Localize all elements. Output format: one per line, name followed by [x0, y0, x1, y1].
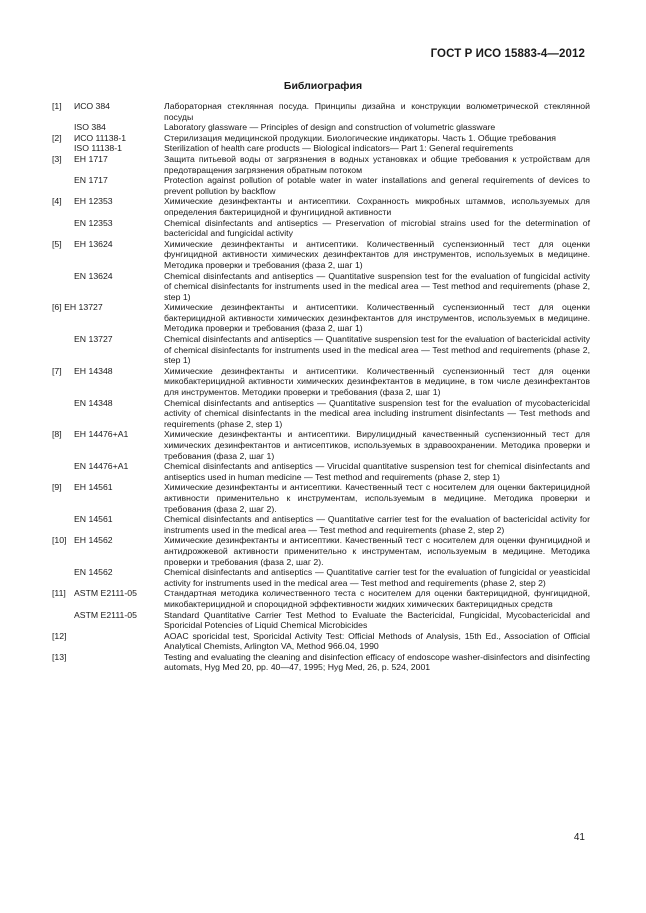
bibliography-entry — [52, 133, 590, 144]
bibliography-entry — [52, 429, 590, 461]
entry-number: [8] — [52, 429, 62, 440]
bibliography-entry — [52, 334, 590, 366]
entry-number: [13] — [52, 651, 67, 662]
bibliography-entry — [52, 461, 590, 482]
entry-title: Chemical disinfectants and antiseptics — Quantitative suspension test for the evaluation of fungicidal activity of chemical disinfectants for instruments used in the medical area — Test method and requirements (phase 2, step 1) — [164, 270, 590, 302]
entry-title: Химические дезинфектанты и антисептики. Количественный суспензионный тест для оценки бактерицидной активности химических дезинфектантов для инструментов, используемых в медицине. Методика проверки и требования (фаза 2, шаг 1) — [164, 302, 590, 334]
bibliography-entry — [52, 482, 590, 514]
entry-title: Стерилизация медицинской продукции. Биологические индикаторы. Часть 1. Общие требования — [164, 132, 556, 143]
bibliography-entry — [52, 652, 590, 673]
bibliography-entry — [52, 514, 590, 535]
entry-title: Testing and evaluating the cleaning and disinfection efficacy of endoscope washer-disinfectors and disinfecting automats, Hyg Med 20, pp. 40—47, 1995; Hyg Med, 26, p. 524, 2001 — [164, 651, 590, 673]
entry-title: Standard Quantitative Carrier Test Method to Evaluate the Bactericidal, Fungicidal, Mycobactericidal and Sporicidal Potencies of Liquid Chemical Microbicides — [164, 609, 590, 631]
entry-title: Laboratory glassware — Principles of design and construction of volumetric glassware — [164, 122, 496, 133]
bibliography-list — [52, 101, 590, 673]
entry-standard-code: ЕН 1717 — [74, 153, 108, 164]
entry-standard-code: EN 14562 — [74, 567, 113, 578]
entry-number: [12] — [52, 630, 67, 641]
entry-standard-code: ИСО 11138-1 — [74, 132, 127, 143]
standard-code: ГОСТ Р ИСО 15883-4—2012 — [430, 48, 585, 60]
entry-standard-code: ASTM E2111-05 — [74, 609, 137, 620]
entry-standard-code: EN 12353 — [74, 217, 113, 228]
bibliography-entry — [52, 631, 590, 652]
entry-standard-code: EN 14348 — [74, 397, 113, 408]
entry-number: [5] — [52, 238, 62, 249]
bibliography-entry — [52, 196, 590, 217]
entry-standard-code: ЕН 13624 — [74, 238, 113, 249]
bibliography-entry — [52, 366, 590, 398]
entry-standard-code: ЕН 14476+А1 — [74, 429, 129, 440]
bibliography-entry — [52, 610, 590, 631]
bibliography-entry — [52, 271, 590, 303]
bibliography-entry — [52, 175, 590, 196]
entry-number: [9] — [52, 482, 62, 493]
entry-title: Химические дезинфектанты и антисептики. Количественный суспензионный тест для оценки фунгицидной активности химических дезинфектантов для инструментов, используемых в медицине. Методика проверки и требования (фаза 2, шаг 1) — [164, 238, 590, 270]
entry-title: Chemical disinfectants and antiseptics — Quantitative suspension test for the evaluation of bactericidal activity of chemical disinfectants for instruments used in the medical area — Test method and requirements (phase 2, step 1) — [164, 334, 590, 366]
entry-standard-code: EN 14561 — [74, 514, 113, 525]
entry-number: [1] — [52, 101, 62, 111]
entry-standard-code: ЕН 14561 — [74, 482, 113, 493]
entry-title: Protection against pollution of potable water in water installations and general requirements of devices to prevent pollution by backflow — [164, 175, 590, 196]
entry-standard-code: EN 13624 — [74, 270, 113, 281]
entry-title: Chemical disinfectants and antiseptics — Quantitative suspension test for the evaluation of mycobactericidal activity of chemical disinfectants in the medical area including instrument disinfectants — Test methods and requirements (phase 2, step 1) — [164, 397, 590, 429]
bibliography-entry — [52, 239, 590, 271]
entry-number: [3] — [52, 153, 62, 164]
bibliography-entry — [52, 218, 590, 239]
entry-title: Chemical disinfectants and antiseptics — Preservation of microbial strains used for the determination of bactericidal and fungicidal activity — [164, 217, 590, 239]
bibliography-entry — [52, 398, 590, 430]
entry-title: Химические дезинфектанты и антисептики. Качественный тест с носителем для оценки бактерицидной активности применительно к инструментам, используемым в медицине. Методика проверки и требования (фаза 2, шаг 2). — [164, 482, 590, 514]
bibliography-entry — [52, 154, 590, 175]
entry-title: Защита питьевой воды от загрязнения в водных установках и общие требования к устройствам для предотвращения загрязнения обратным потоком — [164, 153, 590, 175]
entry-title: Chemical disinfectants and antiseptics — Quantitative carrier test for the evaluation of fungicidal or yeasticidal activity for instruments used in the medical area — Test method and requirements (phase 2, step 2) — [164, 567, 590, 588]
entry-title: AOAC sporicidal test, Sporicidal Activity Test: Official Methods of Analysis, 15th Ed., Association of Official Analytical Chemists, Arlington VA, Method 966.04, 1990 — [164, 630, 590, 652]
bibliography-entry — [52, 122, 590, 133]
entry-standard-code: ISO 11138-1 — [74, 143, 122, 154]
bibliography-entry — [52, 535, 590, 567]
entry-title: Chemical disinfectants and antiseptics — Virucidal quantitative suspension test for chemical disinfectants and antiseptics used in human medicine — Test method and requirements (phase 2, step 1) — [164, 461, 590, 482]
entry-title: Лабораторная стеклянная посуда. Принципы дизайна и конструкции волюметрической стеклянной посуды — [164, 101, 590, 122]
entry-standard-code: ЕН 12353 — [74, 196, 113, 207]
bibliography-entry — [52, 302, 590, 334]
entry-standard-code: EN 1717 — [74, 175, 108, 186]
entry-standard-code: ЕН 14348 — [74, 365, 113, 376]
entry-standard-code: EN 14476+A1 — [74, 461, 129, 472]
entry-title: Химические дезинфектанты и антисептики. Сохранность микробных штаммов, используемых для определения бактерицидной и фунгицидной активности — [164, 196, 590, 217]
entry-number: [2] — [52, 132, 62, 143]
entry-standard-code: ASTM E2111-05 — [74, 588, 137, 599]
entry-title: Стандартная методика количественного теста с носителем для оценки бактерицидной, фунгицидной, микобактерицидной и спороцидной эффективности жидких химических бактерицидных средств — [164, 588, 590, 609]
bibliography-entry — [52, 567, 590, 588]
entry-standard-code: EN 13727 — [74, 334, 113, 345]
entry-number: [4] — [52, 196, 62, 207]
bibliography-entry — [52, 143, 590, 154]
entry-title: Химические дезинфектанты и антисептики. Количественный суспензионный тест для оценки микобактерицидной активности химических дезинфектантов в медицине, в том числе дезинфектантов для инструментов. Методики проверки и требования (фаза 2, шаг 1) — [164, 365, 590, 398]
bibliography-entry — [52, 588, 590, 609]
entry-number: [7] — [52, 365, 62, 376]
entry-title: Sterilization of health care products — Biological indicators— Part 1: General requirements — [164, 143, 514, 154]
entry-standard-code: ISO 384 — [74, 122, 106, 133]
entry-standard-code: [6] ЕН 13727 — [52, 302, 103, 313]
page-number: 41 — [573, 832, 585, 843]
entry-standard-code: ЕН 14562 — [74, 535, 113, 546]
entry-title: Химические дезинфектанты и антисептики. Качественный тест с носителем для оценки фунгицидной и антидрожжевой активности применительно к инструментам, используемым в медицине. Методика проверки и требования (фаза 2, шаг 2). — [164, 535, 590, 567]
entry-title: Химические дезинфектанты и антисептики. Вирулицидный качественный суспензионный тест для химических дезинфектантов и антисептиков, используемых в здравоохранении. Методика проверки и требования (фаза 2, шаг 1) — [164, 429, 590, 461]
entry-title: Chemical disinfectants and antiseptics — Quantitative carrier test for the evaluation of bactericidal activity for instruments used in the medical area — Test method and requirements (phase 2, step 2) — [164, 514, 590, 535]
entry-number: [11] — [52, 588, 66, 599]
bibliography-heading: Библиография — [283, 80, 363, 92]
entry-number: [10] — [52, 535, 67, 546]
bibliography-entry — [52, 101, 590, 122]
entry-standard-code: ИСО 384 — [74, 101, 110, 111]
